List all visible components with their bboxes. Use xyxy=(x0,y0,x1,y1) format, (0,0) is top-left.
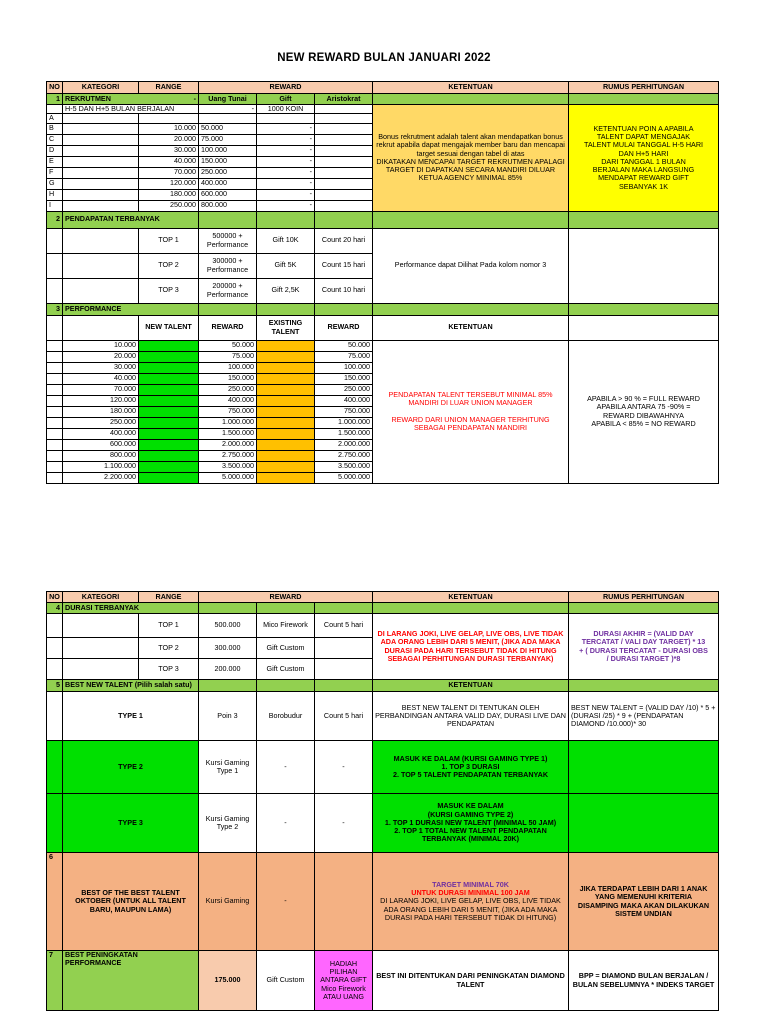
table-row: H 180.000 600.000 - xyxy=(47,189,719,200)
header-reward: REWARD xyxy=(199,592,373,603)
table-row: TOP 3 200.000 Gift Custom xyxy=(47,659,719,680)
header-no: NO xyxy=(47,82,63,94)
section-number: 6 xyxy=(47,853,63,951)
table-row: 6 BEST OF THE BEST TALENT OKTOBER (UNTUK ALL TALENT BARU, MAUPUN LAMA) Kursi Gaming - TARGET MINIMAL 70K UNTUK DURASI MINIMAL 100 JAM DI LARANG JOKI, LIVE GELAP, LIVE OBS, LIVE TIDAK ADA ORANG LEBIH DARI 5 MENIT, (JIKA ADA MAKA DURASI PADA HARI TERSEBUT TIDAK DI HITUNG) JIKA TERDAPAT LEBIH DARI 1 ANAK YANG MEMENUHI KRITERIA DISAMPING MAKA AKAN DILAKUKAN SISTEM UNDIAN xyxy=(47,853,719,951)
rekrutmen-rumus: KETENTUAN POIN A APABILA TALENT DAPAT MENGAJAK TALENT MULAI TANGGAL H-5 HARI DAN H+5 HARI DARI TANGGAL 1 BULAN BERJALAN MAKA LANGSUNG MENDAPAT REWARD GIFT SEBANYAK 1K xyxy=(569,105,719,212)
section-number: 3 xyxy=(47,303,63,315)
header-ketentuan: KETENTUAN xyxy=(373,82,569,94)
table-row: TYPE 3 Kursi Gaming Type 2 - - MASUK KE DALAM (KURSI GAMING TYPE 2) 1. TOP 1 DURASI NEW TALENT (MINIMAL 50 JAM) 2. TOP 1 TOTAL NEW TALENT PENDAPATAN TERBANYAK (MINIMAL 20K) xyxy=(47,794,719,853)
table-row: TOP 3 200000 + Performance Gift 2,5K Count 10 hari xyxy=(47,278,719,303)
col-existing-talent: EXISTING TALENT xyxy=(257,315,315,340)
page-title: NEW REWARD BULAN JANUARI 2022 xyxy=(277,52,491,64)
table-row: 40.000 150.000 150.000 xyxy=(47,373,719,384)
table-row: B 10.000 50.000 - xyxy=(47,123,719,134)
table-row: 400.000 1.500.000 1.500.000 xyxy=(47,428,719,439)
rekrutmen-first-aristokrat xyxy=(315,105,373,114)
section-title-performance: PERFORMANCE xyxy=(63,303,199,315)
table-row: 20.000 75.000 75.000 xyxy=(47,351,719,362)
durasi-ketentuan: DI LARANG JOKI, LIVE GELAP, LIVE OBS, LIVE TIDAK ADA ORANG LEBIH DARI 5 MENIT, (JIKA ADA MAKA DURASI PADA HARI TERSEBUT TIDAK DI HITUNG SEBAGAI PERHITUNGAN DURASI TERBANYAK) xyxy=(373,614,569,680)
table-row: TOP 1 500.000 Mico Firework Count 5 hari DI LARANG JOKI, LIVE GELAP, LIVE OBS, LIVE TIDAK ADA ORANG LEBIH DARI 5 MENIT, (JIKA ADA MAKA DURASI PADA HARI TERSEBUT TIDAK DI HITUNG SEBAGAI PERHITUNGAN DURASI TERBANYAK) DURASI AKHIR = (VALID DAY TERCATAT / VALI DAY TARGET) * 13 + ( DURASI TERCATAT - DURASI OBS / DURASI TARGET )*8 xyxy=(47,614,719,638)
col-ketentuan: KETENTUAN xyxy=(373,315,569,340)
section-title-durasi: DURASI TERBANYAK xyxy=(63,603,199,614)
table-row: C 20.000 75.000 - xyxy=(47,134,719,145)
table-row: A xyxy=(47,114,719,123)
col-reward: REWARD xyxy=(199,315,257,340)
col-uang-tunai: Uang Tunai xyxy=(199,94,257,105)
section-number: 1 xyxy=(47,94,63,105)
header-range: RANGE xyxy=(139,82,199,94)
table-row: 10.000 50.000 50.000 PENDAPATAN TALENT TERSEBUT MINIMAL 85% MANDIRI DI LUAR UNION MANAGER REWARD DARI UNION MANAGER TERHITUNG SEBAGAI PENDAPATAN MANDIRI APABILA > 90 % = FULL REWARD APABILA ANTARA 75 -90% = REWARD DIBAWAHNYA APABILA < 85% = NO REWARD xyxy=(47,340,719,351)
table-row: 1.100.000 3.500.000 3.500.000 xyxy=(47,461,719,472)
table-row: 120.000 400.000 400.000 xyxy=(47,395,719,406)
table-row: 800.000 2.750.000 2.750.000 xyxy=(47,450,719,461)
header-ketentuan: KETENTUAN xyxy=(373,592,569,603)
col-aristokrat: Aristokrat xyxy=(315,94,373,105)
rekrutmen-first-kategori: H-5 DAN H+5 BULAN BERJALAN xyxy=(63,105,199,114)
reward-table-1 xyxy=(46,81,719,484)
section-title-rekrutmen: REKRUTMEN - xyxy=(63,94,199,105)
section-title-best-new-talent: BEST NEW TALENT (Pilih salah satu) xyxy=(63,680,199,692)
section-number: 5 xyxy=(47,680,63,692)
section-title-best-of-best: BEST OF THE BEST TALENT OKTOBER (UNTUK ALL TALENT BARU, MAUPUN LAMA) xyxy=(63,853,199,951)
best-of-best-ketentuan: TARGET MINIMAL 70K UNTUK DURASI MINIMAL 100 JAM DI LARANG JOKI, LIVE GELAP, LIVE OBS, LIVE TIDAK ADA ORANG LEBIH DARI 5 MENIT, (JIKA ADA MAKA DURASI PADA HARI TERSEBUT TIDAK DI HITUNG) xyxy=(373,853,569,951)
table-row: 180.000 750.000 750.000 xyxy=(47,406,719,417)
col-reward-2: REWARD xyxy=(315,315,373,340)
rekrutmen-first-uang: - xyxy=(199,105,257,114)
section-title-pendapatan: PENDAPATAN TERBANYAK xyxy=(63,211,199,228)
table-row: TOP 2 300000 + Performance Gift 5K Count 15 hari xyxy=(47,253,719,278)
rekrutmen-first-gift: 1000 KOIN xyxy=(257,105,315,114)
header-rumus: RUMUS PERHITUNGAN xyxy=(569,82,719,94)
section-number: 7 xyxy=(47,951,63,1011)
table-row: 600.000 2.000.000 2.000.000 xyxy=(47,439,719,450)
table-row: 2.200.000 5.000.000 5.000.000 xyxy=(47,472,719,483)
col-gift: Gift xyxy=(257,94,315,105)
table-row: 30.000 100.000 100.000 xyxy=(47,362,719,373)
col-new-talent: NEW TALENT xyxy=(139,315,199,340)
table-row: G 120.000 400.000 - xyxy=(47,178,719,189)
header-no: NO xyxy=(47,592,63,603)
table-row: 7 BEST PENINGKATAN PERFORMANCE 175.000 Gift Custom HADIAH PILIHAN ANTARA GIFT Mico Firework ATAU UANG BEST INI DITENTUKAN DARI PENINGKATAN DIAMOND TALENT BPP = DIAMOND BULAN BERJALAN / BULAN SEBELUMNYA * INDEKS TARGET xyxy=(47,951,719,1011)
section-title-peningkatan: BEST PENINGKATAN PERFORMANCE xyxy=(63,951,199,1011)
header-reward: REWARD xyxy=(199,82,373,94)
table-row: TOP 1 500000 + Performance Gift 10K Count 20 hari Performance dapat Dilihat Pada kolom nomor 3 xyxy=(47,228,719,253)
durasi-rumus: DURASI AKHIR = (VALID DAY TERCATAT / VALI DAY TARGET) * 13 + ( DURASI TERCATAT - DURASI OBS / DURASI TARGET )*8 xyxy=(569,614,719,680)
table-row: TYPE 2 Kursi Gaming Type 1 - - MASUK KE DALAM (KURSI GAMING TYPE 1) 1. TOP 3 DURASI 2. TOP 5 TALENT PENDAPATAN TERBANYAK xyxy=(47,741,719,794)
performance-rumus: APABILA > 90 % = FULL REWARD APABILA ANTARA 75 -90% = REWARD DIBAWAHNYA APABILA < 85% = NO REWARD xyxy=(569,340,719,483)
col-ketentuan: KETENTUAN xyxy=(373,680,569,692)
table-row: TYPE 1 Poin 3 Borobudur Count 5 hari BEST NEW TALENT DI TENTUKAN OLEH PERBANDINGAN ANTARA VALID DAY, DURASI LIVE DAN PENDAPATAN BEST NEW TALENT = (VALID DAY /10) * 5 + (DURASI /25) * 9 + (PENDAPATAN DIAMOND /10.000)* 30 xyxy=(47,692,719,741)
table-row: F 70.000 250.000 - xyxy=(47,167,719,178)
rekrutmen-ketentuan: Bonus rekrutment adalah talent akan mendapatkan bonus rekrut apabila dapat mengajak member baru dan mencapai target sesuai dengan tabel di atas DIKATAKAN MENCAPAI TARGET REKRUTMEN APALAGI TARGET DI DAPATKAN SECARA MANDIRI DILUAR KETUA AGENCY MINIMAL 85% xyxy=(373,105,569,212)
table-row: I 250.000 800.000 - xyxy=(47,200,719,211)
table-row: D 30.000 100.000 - xyxy=(47,145,719,156)
header-kategori: KATEGORI xyxy=(63,82,139,94)
section-number: 4 xyxy=(47,603,63,614)
table-row: 70.000 250.000 250.000 xyxy=(47,384,719,395)
table-row: TOP 2 300.000 Gift Custom xyxy=(47,638,719,659)
pendapatan-ketentuan: Performance dapat Dilihat Pada kolom nomor 3 xyxy=(373,228,569,303)
hadiah-pilihan: HADIAH PILIHAN ANTARA GIFT Mico Firework ATAU UANG xyxy=(315,951,373,1011)
table-row: 250.000 1.000.000 1.000.000 xyxy=(47,417,719,428)
header-range: RANGE xyxy=(139,592,199,603)
best-of-best-rumus: JIKA TERDAPAT LEBIH DARI 1 ANAK YANG MEMENUHI KRITERIA DISAMPING MAKA AKAN DILAKUKAN SISTEM UNDIAN xyxy=(569,853,719,951)
section-number: 2 xyxy=(47,211,63,228)
performance-ketentuan: PENDAPATAN TALENT TERSEBUT MINIMAL 85% MANDIRI DI LUAR UNION MANAGER REWARD DARI UNION MANAGER TERHITUNG SEBAGAI PENDAPATAN MANDIRI xyxy=(373,340,569,483)
header-rumus: RUMUS PERHITUNGAN xyxy=(569,592,719,603)
reward-table-2 xyxy=(46,591,719,1011)
table-row: E 40.000 150.000 - xyxy=(47,156,719,167)
header-kategori: KATEGORI xyxy=(63,592,139,603)
